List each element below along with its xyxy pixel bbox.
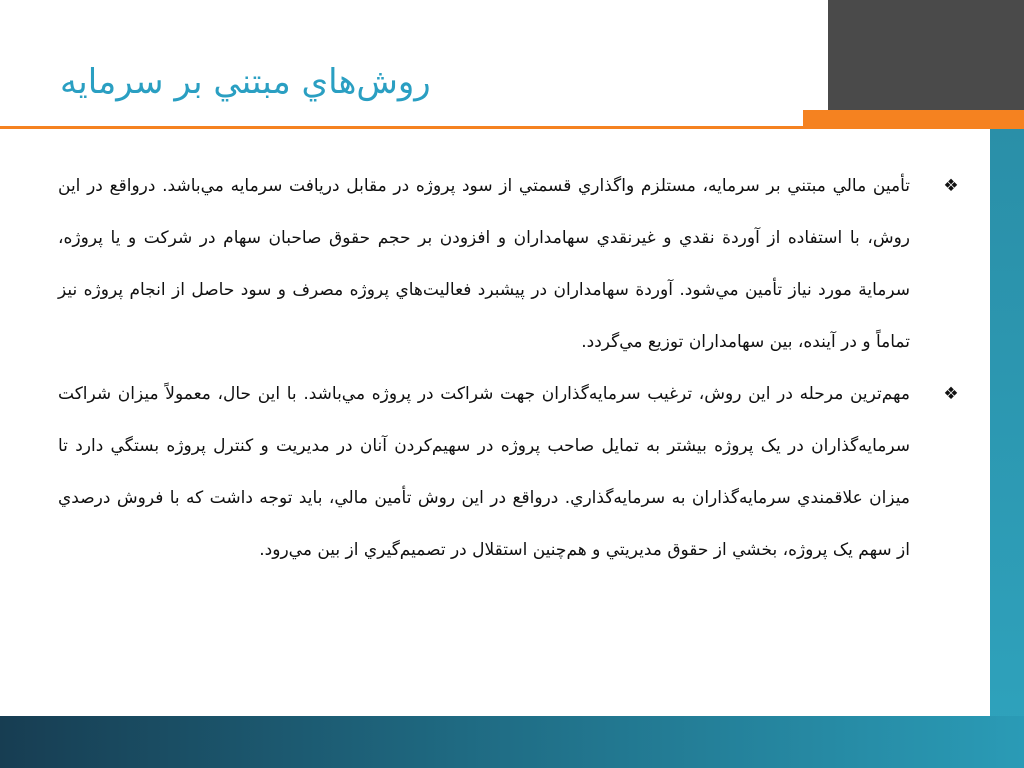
diamond-quad-bullet-icon: ❖: [943, 176, 959, 196]
slide-title: روش‌هاي مبتني بر سرمايه: [60, 62, 431, 102]
bullet-paragraph: [58, 368, 968, 576]
right-teal-band: [990, 129, 1024, 768]
slide-content: [58, 160, 968, 576]
orange-accent-block: [803, 110, 1024, 129]
bullet-text: تأمين مالي مبتني بر سرمايه، مستلزم واگذاري قسمتي از سود پروژه در مقابل دريافت سرمايه مي‌باشد. درواقع در اين روش، با استفاده از آوردة نقدي و غيرنقدي سهامداران و افزودن بر حجم حقوق صاحبان سهام در شركت و يا پروژه، سرماية مورد نياز تأمين مي‌شود. آوردة سهامداران در پيشبرد فعاليت‌هاي پروژه مصرف و سود حاصل از انجام پروژه نيز تماماً و در آينده، بين سهامداران توزيع مي‌گردد.: [58, 176, 910, 352]
bullet-paragraph: [58, 160, 968, 368]
orange-accent-line: [0, 126, 830, 129]
bullet-text: مهم‌ترين مرحله در اين روش، ترغيب سرمايه‌گذاران جهت شراكت در پروژه مي‌باشد. با اين حال، معمولاً ميزان شراكت سرمايه‌گذاران در يک پروژه بيشتر به تمايل صاحب پروژه در سهيم‌كردن آنان در مديريت و كنترل پروژه بستگي دارد تا ميزان علاقمندي سرمايه‌گذاران به سرمايه‌گذاري. درواقع در اين روش تأمين مالي، بايد توجه داشت كه با فروش درصدي از سهم يک پروژه، بخشي از حقوق مديريتي و هم‌چنين استقلال در تصميم‌گيري از بين مي‌رود.: [58, 384, 910, 560]
bottom-gradient-band: [0, 716, 1024, 768]
corner-decoration: [828, 0, 1024, 110]
diamond-quad-bullet-icon: ❖: [943, 384, 959, 404]
